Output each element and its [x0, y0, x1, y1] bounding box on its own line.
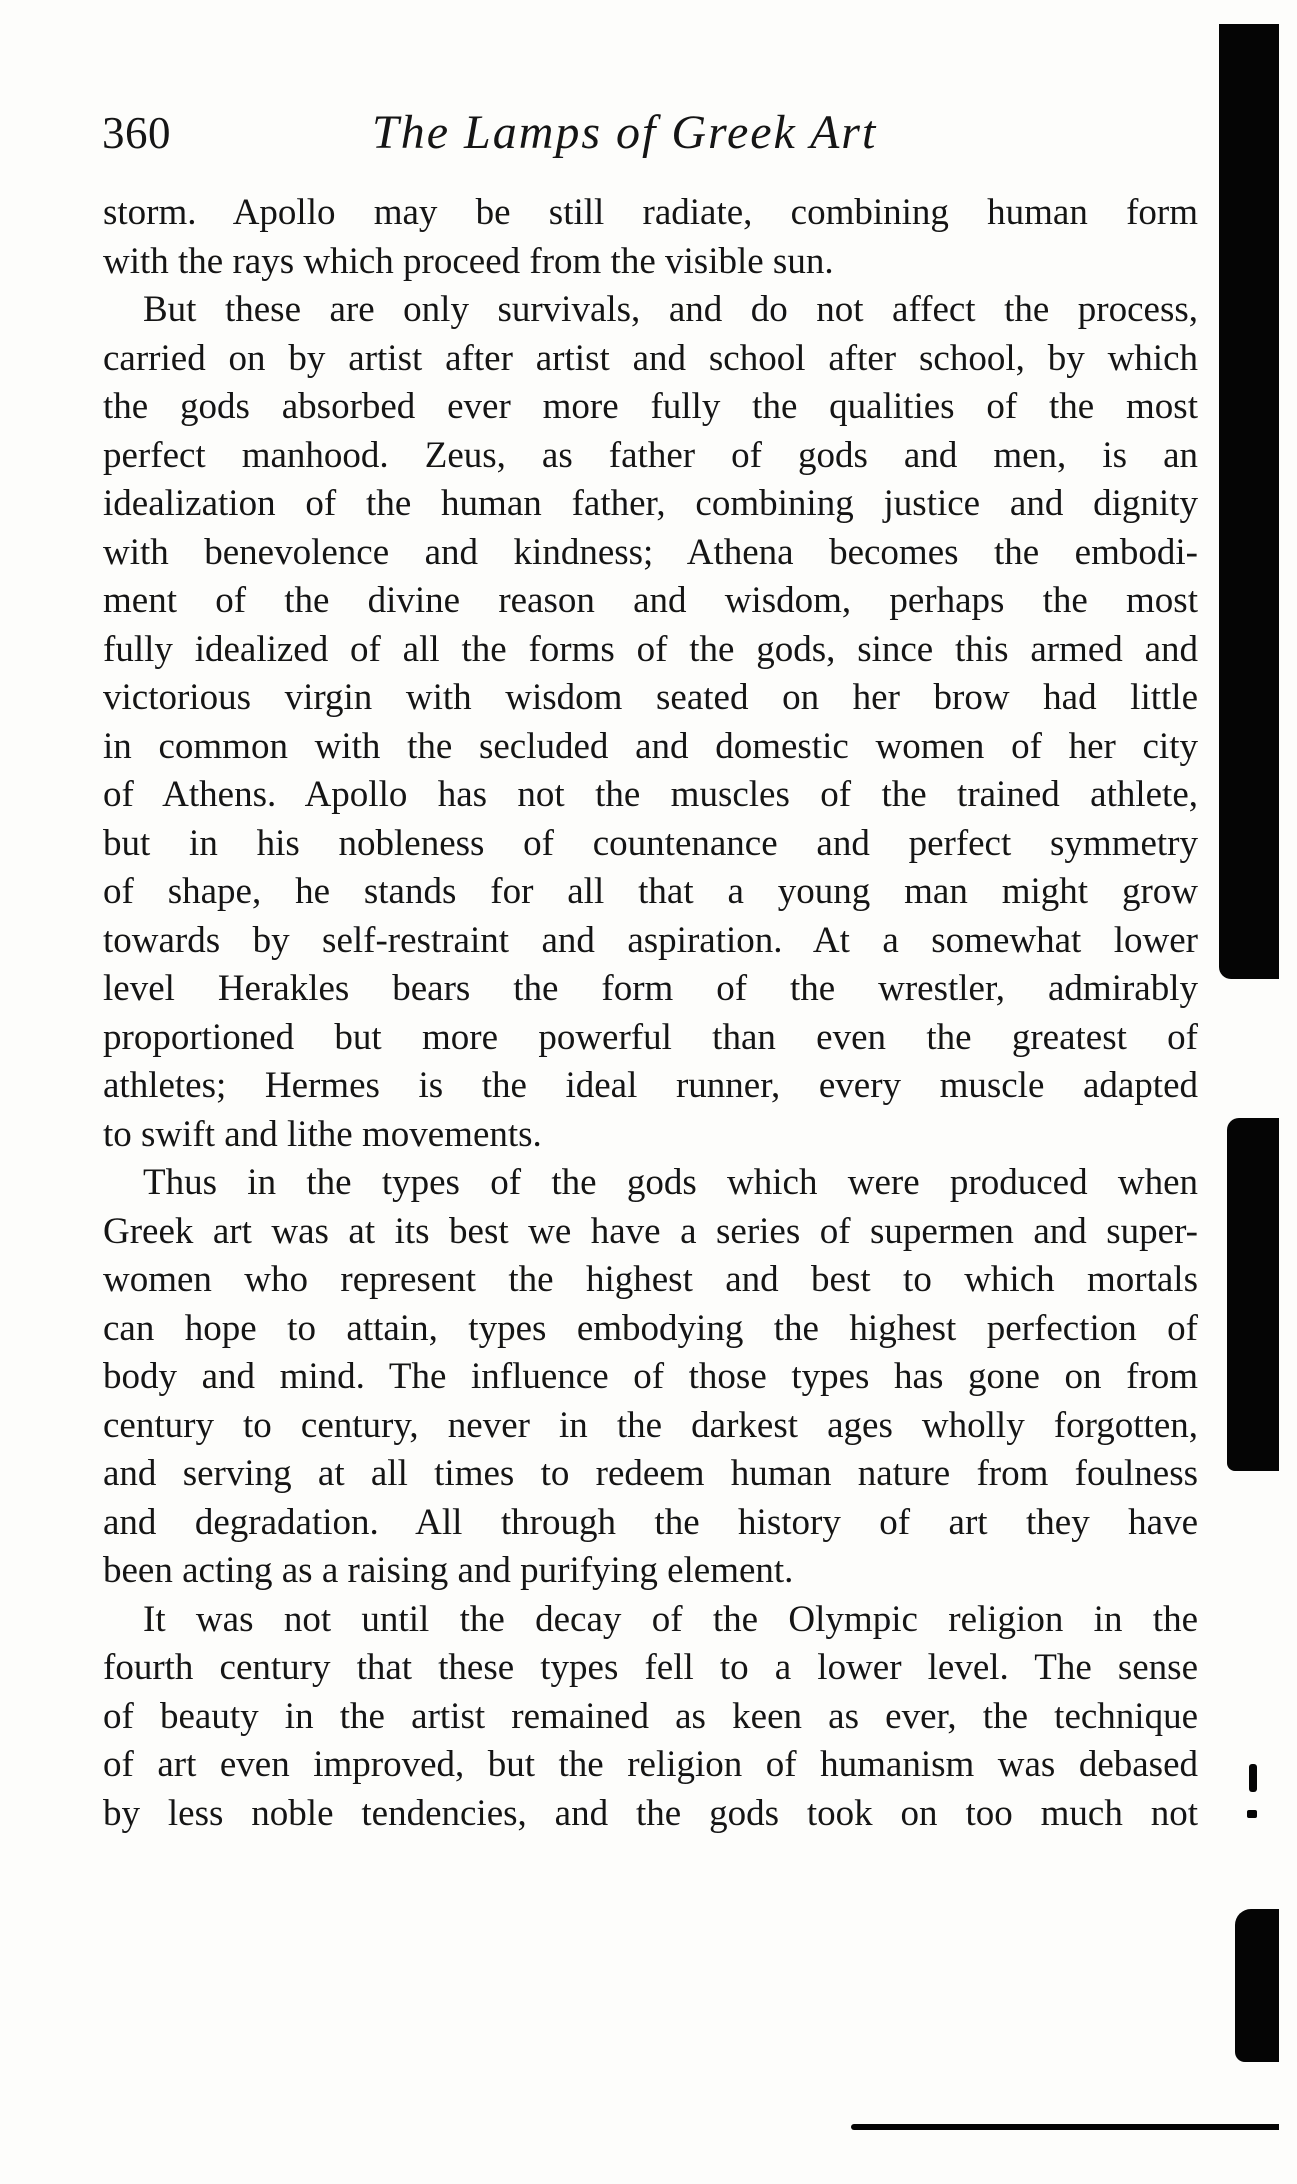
text-line: fourth century that these types fell to a lower level. The sense — [103, 1647, 1198, 1688]
text-line: with the rays which proceed from the visible sun. — [103, 240, 834, 282]
text-line: and degradation. All through the history of art they have — [103, 1501, 1198, 1543]
scan-edge-shadow-top — [1219, 24, 1279, 979]
text-line: of shape, he stands for all that a young man might grow — [103, 871, 1198, 912]
page-header — [102, 98, 1202, 168]
text-line: ment of the divine reason and wisdom, perhaps the most — [103, 580, 1198, 621]
text-line: body and mind. The influence of those types has gone on from — [103, 1356, 1198, 1397]
text-line: of beauty in the artist remained as keen as ever, the technique — [103, 1695, 1198, 1737]
text-line: women who represent the highest and best to which mortals — [103, 1259, 1198, 1300]
text-line: to swift and lithe movements. — [103, 1113, 542, 1155]
text-line: the gods absorbed ever more fully the qualities of the most — [103, 386, 1198, 427]
text-line: Greek art was at its best we have a series of supermen and super- — [103, 1210, 1198, 1252]
text-line: century to century, never in the darkest ages wholly forgotten, — [103, 1404, 1198, 1446]
text-line: of art even improved, but the religion of humanism was debased — [103, 1744, 1198, 1785]
text-line: towards by self-restraint and aspiration. At a somewhat lower — [103, 919, 1198, 961]
text-line: But these are only survivals, and do not affect the process, — [143, 289, 1198, 330]
text-line: of Athens. Apollo has not the muscles of the trained athlete, — [103, 774, 1198, 815]
scan-edge-mark — [1247, 1810, 1257, 1818]
scan-edge-mark — [1249, 1764, 1257, 1792]
text-line: storm. Apollo may be still radiate, combining human form — [103, 192, 1198, 233]
text-line: and serving at all times to redeem human nature from foulness — [103, 1453, 1198, 1494]
running-title: The Lamps of Greek Art — [372, 106, 878, 159]
text-line: Thus in the types of the gods which were produced when — [143, 1162, 1198, 1203]
text-line: proportioned but more powerful than even the greatest of — [103, 1016, 1198, 1058]
text-line: It was not until the decay of the Olympic religion in the — [143, 1598, 1198, 1640]
text-line: level Herakles bears the form of the wrestler, admirably — [103, 968, 1198, 1009]
scan-edge-shadow-bottom — [851, 2124, 1279, 2130]
text-line: fully idealized of all the forms of the gods, since this armed and — [103, 628, 1198, 670]
text-line: perfect manhood. Zeus, as father of gods and men, is an — [103, 434, 1198, 476]
text-line: can hope to attain, types embodying the highest perfection of — [103, 1307, 1198, 1349]
text-line: carried on by artist after artist and school after school, by which — [103, 337, 1198, 379]
text-line: with benevolence and kindness; Athena becomes the embodi- — [103, 531, 1198, 573]
scan-edge-shadow-middle — [1227, 1118, 1279, 1471]
page-number: 360 — [102, 108, 171, 158]
text-line: by less noble tendencies, and the gods took on too much not — [103, 1792, 1198, 1834]
body-text — [103, 189, 1198, 1838]
text-line: but in his nobleness of countenance and perfect symmetry — [103, 822, 1198, 864]
text-line: athletes; Hermes is the ideal runner, every muscle adapted — [103, 1065, 1198, 1106]
text-line: idealization of the human father, combining justice and dignity — [103, 483, 1198, 524]
text-line: victorious virgin with wisdom seated on her brow had little — [103, 677, 1198, 718]
text-line: been acting as a raising and purifying element. — [103, 1550, 794, 1591]
scan-edge-shadow-lower — [1235, 1909, 1279, 2062]
text-line: in common with the secluded and domestic women of her city — [103, 725, 1198, 767]
